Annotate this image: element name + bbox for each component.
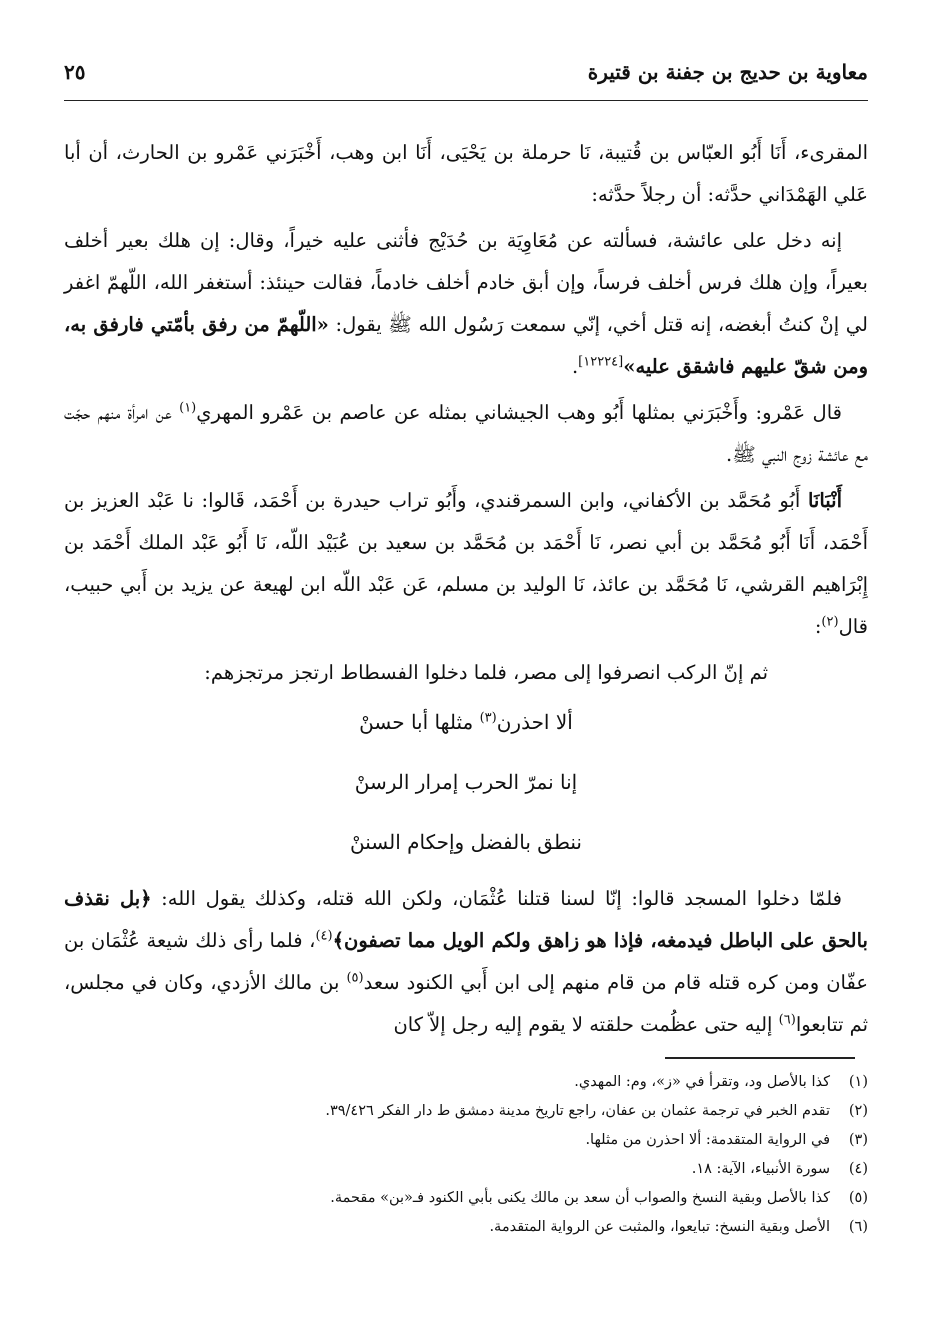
verse-intro <box>64 652 868 694</box>
paragraph-2-text: إنه دخل على عائشة، فسألته عن مُعَاوِيَة بن حُدَيْج فأثنى عليه خيراً، وقال: إن هلك بعير أخلف بعيراً، وإن هلك فرس أخلف فرساً، وإن أبق خادم أخلف خادماً، فقالت حينئذ: أستغفر الله، اللّهمّ اغفر لي إنْ كنتُ أبغضه، إنه قتل أخي، إنّي سمعت رَسُول الله ﷺ يقول: <box>64 229 869 336</box>
paragraph-3 <box>64 392 868 476</box>
footnote-number: (٢) <box>848 1103 868 1119</box>
paragraph-5 <box>64 878 868 1046</box>
quran-quote: ﴿بل نقذف بالحق على الباطل فيدمغه، فإذا هو زاهق ولكم الويل مما تصفون﴾ <box>64 887 868 952</box>
verse-intro-text: ثم إنّ الركب انصرفوا إلى مصر، فلما دخلوا الفسطاط ارتجز مرتجزهم: <box>204 661 768 684</box>
paragraph-2-end: . <box>571 355 579 378</box>
paragraph-5-text-c: بن مالك الأزدي، وكان في مجلس، ثم تتابعوا <box>64 971 868 1036</box>
verse-line-2-text: إنا نمرّ الحرب إمرار الرسنْ <box>354 770 578 794</box>
paragraph-1 <box>64 132 868 216</box>
footnote-marker-2: (٢) <box>821 614 839 630</box>
footnote-number: (٣) <box>848 1132 868 1148</box>
paragraph-3-text-b: عن امرأة منهم حجّت مع عائشة زوج النبي ﷺ. <box>64 401 868 466</box>
footnote-text: في الرواية المتقدمة: ألا احذرن من مثلها. <box>585 1132 830 1148</box>
footnote-1 <box>64 1068 868 1097</box>
footnote-marker-1: (١) <box>179 400 197 416</box>
footnote-text: سورة الأنبياء، الآية: ١٨. <box>691 1161 830 1177</box>
verse-line-2 <box>64 758 868 806</box>
verse-line-1 <box>64 698 868 746</box>
paragraph-5-text-d: إليه حتى عظُمت حلقته لا يقوم إليه رجل إلاّ كان <box>393 1013 779 1036</box>
isnad-lead-word: أَنْبَانَا <box>807 489 842 512</box>
hadith-quote: «اللّهمّ من رفق بأمّتي فارفق به، ومن شقّ عليهم فاشقق عليه» <box>64 313 868 378</box>
footnote-3 <box>64 1126 868 1155</box>
footnote-separator <box>665 1057 855 1059</box>
footnote-number: (٦) <box>848 1219 868 1235</box>
footnote-marker-5: (٥) <box>346 970 364 986</box>
footnote-text: تقدم الخبر في ترجمة عثمان بن عفان، راجع تاريخ مدينة دمشق ط دار الفكر ٣٩/٤٢٦. <box>325 1103 830 1119</box>
verse-line-1-a: ألا احذرن <box>496 710 573 734</box>
footnote-marker-6: (٦) <box>778 1012 796 1028</box>
footnote-5 <box>64 1184 868 1213</box>
footnote-text: كذا بالأصل ود، وتقرأ في «ز»، وم: المهدي. <box>574 1074 830 1090</box>
hadith-reference-number: [١٢٢٢٤] <box>578 354 624 370</box>
paragraph-4 <box>64 480 868 648</box>
paragraph-1-text: المقرىء، أَنَا أَبُو العبّاس بن قُتيبة، نَا حرملة بن يَحْيَى، أَنَا ابن وهب، أَخْبَرَني عَمْرو بن الحارث، أن أبا عَلي الهَمْدَاني حدَّثه: أن رجلاً حدَّثه: <box>64 141 868 206</box>
paragraph-2 <box>64 220 868 388</box>
page-header <box>64 58 868 94</box>
header-rule <box>64 100 868 101</box>
footnote-marker-3: (٣) <box>479 710 497 726</box>
paragraph-4-text: أَبُو مُحَمَّد بن الأكفاني، وابن السمرقندي، وأَبُو تراب حيدرة بن أَحْمَد، قَالوا: نا عَبْد العزيز بن أَحْمَد، أَنَا أَبُو مُحَمَّد بن أبي نصر، نَا أَحْمَد بن مُحَمَّد بن سعيد بن عُبَيْد اللّه، نَا أَبُو عَبْد الملك أَحْمَد بن إِبْرَاهيم القرشي، نَا مُحَمَّد بن عائذ، نَا الوليد بن مسلم، عَن عَبْد اللّه ابن لهيعة عن يزيد بن أَبي حبيب، قال <box>64 489 868 638</box>
page-number: ٢٥ <box>64 60 86 84</box>
paragraph-5-text-a: فلمّا دخلوا المسجد قالوا: إنّا لسنا قتلنا عُثْمَان، ولكن الله قتله، وكذلك يقول الله: <box>151 887 842 910</box>
footnote-6 <box>64 1213 868 1242</box>
footnote-marker-4: (٤) <box>315 928 333 944</box>
verse-line-3-text: ننطق بالفضل وإحكام السننْ <box>350 830 582 854</box>
footnote-number: (٤) <box>848 1161 868 1177</box>
footnote-number: (١) <box>848 1074 868 1090</box>
running-title: معاوية بن حديج بن جفنة بن قتيرة <box>587 60 868 84</box>
footnote-text: الأصل وبقية النسخ: تبايعوا، والمثبت عن الرواية المتقدمة. <box>489 1219 830 1235</box>
footnote-number: (٥) <box>848 1190 868 1206</box>
verse-line-1-b: مثلها أبا حسنْ <box>359 710 480 734</box>
footnote-text: كذا بالأصل وبقية النسخ والصواب أن سعد بن مالك يكنى بأبي الكنود فـ«بن» مقحمة. <box>330 1190 830 1206</box>
main-text <box>64 132 868 1050</box>
paragraph-4-end: : <box>814 615 822 638</box>
footnotes <box>64 1068 868 1242</box>
footnote-4 <box>64 1155 868 1184</box>
verse-line-3 <box>64 818 868 866</box>
footnote-2 <box>64 1097 868 1126</box>
paragraph-5-text-b: ، فلما رأى ذلك شيعة عُثْمَان بن عفّان ومن كره قتله قام من قام منهم إلى ابن أَبي الكنود سعد <box>64 929 868 994</box>
paragraph-3-text-a: قال عَمْرو: وأَخْبَرَني بمثلها أَبُو وهب الجيشاني بمثله عن عاصم بن عَمْرو المهري <box>196 401 842 424</box>
